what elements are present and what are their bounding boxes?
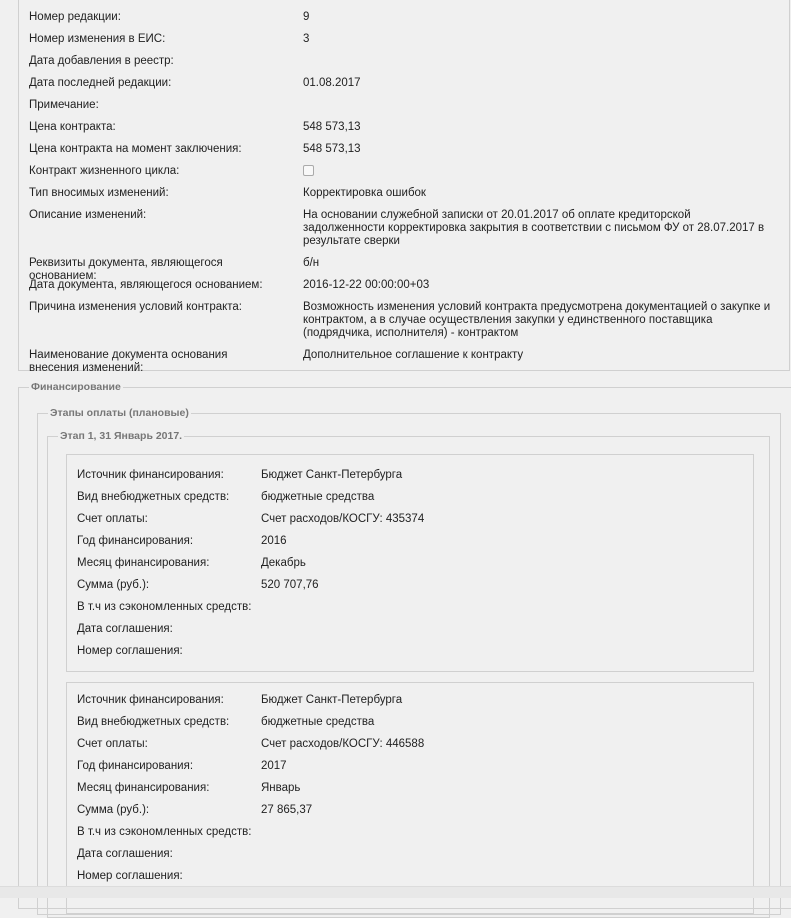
field-row	[77, 531, 737, 553]
contract-info-rows	[29, 7, 771, 374]
field-row	[77, 619, 737, 641]
field-value: Дополнительное соглашение к контракту	[303, 349, 524, 361]
payment-stages-legend: Этапы оплаты (плановые)	[50, 407, 189, 419]
field-label: Источник финансирования:	[77, 694, 224, 706]
field-label: Цена контракта:	[29, 121, 116, 133]
field-value: 520 707,76	[261, 579, 319, 591]
field-value: бюджетные средства	[261, 491, 375, 503]
field-value: Декабрь	[261, 557, 306, 569]
field-value: Бюджет Санкт-Петербурга	[261, 469, 403, 481]
field-value: 2016-12-22 00:00:00+03	[303, 279, 430, 291]
field-label: В т.ч из сэкономленных средств:	[77, 601, 252, 613]
field-label: Примечание:	[29, 99, 99, 111]
field-label: Источник финансирования:	[77, 469, 224, 481]
field-row	[29, 139, 769, 161]
field-row	[77, 844, 737, 866]
field-value: бюджетные средства	[261, 716, 375, 728]
field-row	[29, 297, 769, 345]
field-row	[29, 29, 769, 51]
field-row	[77, 756, 737, 778]
field-label: Год финансирования:	[77, 535, 194, 547]
field-row	[77, 822, 737, 844]
field-row	[77, 487, 737, 509]
financing-source-box	[66, 454, 754, 672]
field-value: На основании служебной записки от 20.01.2017 об оплате кредиторской задолженности корректировка закрытия в соответствии с письмом ФУ от 28.07.2017 в результате сверки	[303, 209, 765, 247]
field-row	[77, 800, 737, 822]
field-label: Описание изменений:	[29, 209, 147, 221]
field-row	[77, 712, 737, 734]
financing-legend: Финансирование	[31, 381, 121, 393]
field-label: Дата соглашения:	[77, 623, 173, 635]
field-label: Год финансирования:	[77, 760, 194, 772]
field-row	[29, 95, 769, 117]
field-row	[29, 161, 769, 183]
field-row	[29, 51, 769, 73]
field-label: Тип вносимых изменений:	[29, 187, 169, 199]
field-row	[77, 866, 737, 888]
field-label: Месяц финансирования:	[77, 557, 210, 569]
field-value: Возможность изменения условий контракта предусмотрена документацией о закупке и контрактом, а в случае осуществления закупки у единственного поставщика (подрядчика, исполнителя) - контрактом	[303, 301, 771, 339]
field-row	[77, 690, 737, 712]
field-value: Счет расходов/КОСГУ: 435374	[261, 513, 425, 525]
field-row	[77, 553, 737, 575]
field-value: б/н	[303, 257, 320, 269]
field-row	[77, 778, 737, 800]
field-label: Номер изменения в ЕИС:	[29, 33, 166, 45]
checkbox[interactable]	[303, 165, 314, 176]
field-row	[77, 597, 737, 619]
field-label: Номер соглашения:	[77, 870, 183, 882]
field-row	[29, 183, 769, 205]
field-label: Дата последней редакции:	[29, 77, 172, 89]
field-label: Счет оплаты:	[77, 513, 148, 525]
field-row	[29, 73, 769, 95]
field-value: Корректировка ошибок	[303, 187, 426, 199]
field-label: Вид внебюджетных средств:	[77, 716, 230, 728]
horizontal-scrollbar[interactable]	[0, 886, 791, 898]
field-row	[29, 7, 769, 29]
field-row	[77, 734, 737, 756]
field-label: Счет оплаты:	[77, 738, 148, 750]
financing-rows	[77, 690, 737, 888]
field-label: Номер редакции:	[29, 11, 121, 23]
field-value: 2017	[261, 760, 287, 772]
field-label: Сумма (руб.):	[77, 804, 150, 816]
field-row	[77, 575, 737, 597]
field-label: Дата добавления в реестр:	[29, 55, 174, 67]
field-row	[77, 465, 737, 487]
field-value: 27 865,37	[261, 804, 313, 816]
field-label: Цена контракта на момент заключения:	[29, 143, 242, 155]
field-label: Причина изменения условий контракта:	[29, 301, 242, 313]
field-value: 2016	[261, 535, 287, 547]
field-label: Дата документа, являющегося основанием:	[29, 279, 263, 291]
field-value: 9	[303, 11, 310, 23]
field-value: 3	[303, 33, 310, 45]
field-label: Вид внебюджетных средств:	[77, 491, 230, 503]
field-value: Январь	[261, 782, 301, 794]
field-label: Сумма (руб.):	[77, 579, 150, 591]
field-label: Дата соглашения:	[77, 848, 173, 860]
field-value: 548 573,13	[303, 143, 361, 155]
field-value: Бюджет Санкт-Петербурга	[261, 694, 403, 706]
financing-source-box	[66, 682, 754, 914]
field-row	[29, 117, 769, 139]
field-label: В т.ч из сэкономленных средств:	[77, 826, 252, 838]
field-row	[29, 205, 769, 253]
field-label: Номер соглашения:	[77, 645, 183, 657]
field-value: 548 573,13	[303, 121, 361, 133]
field-value: Счет расходов/КОСГУ: 446588	[261, 738, 425, 750]
field-label: Реквизиты документа, являющегося основанием:	[29, 257, 223, 282]
lifecycle-contract-checkbox[interactable]	[303, 165, 771, 178]
field-row	[29, 345, 769, 374]
stage-1-legend: Этап 1, 31 Январь 2017.	[60, 430, 183, 442]
field-label: Контракт жизненного цикла:	[29, 165, 180, 177]
field-row	[77, 509, 737, 531]
field-row	[77, 641, 737, 663]
field-value: 01.08.2017	[303, 77, 361, 89]
field-label: Наименование документа основания внесения изменений:	[29, 349, 228, 374]
financing-rows	[77, 465, 737, 663]
field-row	[29, 253, 769, 282]
field-label: Месяц финансирования:	[77, 782, 210, 794]
field-row	[29, 275, 769, 297]
